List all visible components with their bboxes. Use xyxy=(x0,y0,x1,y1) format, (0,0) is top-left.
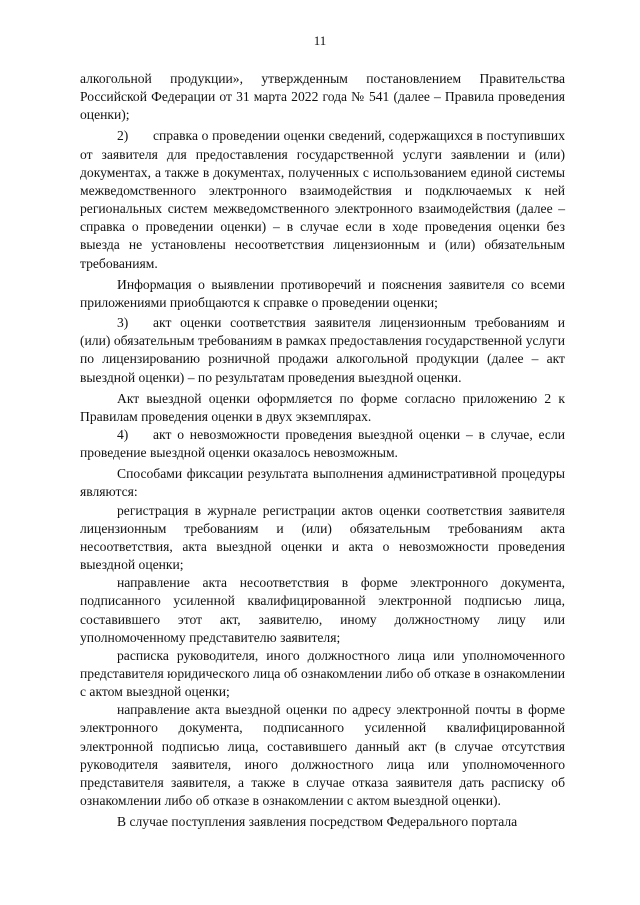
page-number: 11 xyxy=(313,33,327,48)
paragraph-information: Информация о выявлении противоречий и пояснения заявителя со всеми приложениями приобщаются к справке о проведении оценки; xyxy=(80,276,565,310)
item-number: 2) xyxy=(117,128,129,144)
paragraph-registration: регистрация в журнале регистрации актов оценки соответствия заявителя лицензионным требованиям и (или) обязательным требованиям акта несоответствия, акта выездной оценки и акта о невозможности проведения выездной оценки; xyxy=(80,502,565,573)
item-text: акт оценки соответствия заявителя лицензионным требованиям и (или) обязательным требованиям в рамках предоставления государственной услуги по лицензированию розничной продажи алкогольной продукции (далее – акт выездной оценки) – по результатам проведения выездной оценки. xyxy=(80,315,565,385)
paragraph-item-4 xyxy=(80,426,565,462)
paragraph-receipt: расписка руководителя, иного должностного лица или уполномоченного представителя юридического лица об ознакомлении либо об отказе в ознакомлении с актом выездной оценки; xyxy=(80,647,565,700)
item-number: 3) xyxy=(117,315,129,331)
paragraph-act-form: Акт выездной оценки оформляется по форме согласно приложению 2 к Правилам проведения оценки в двух экземплярах. xyxy=(80,390,565,424)
paragraph-item-3 xyxy=(80,314,565,387)
item-text: акт о невозможности проведения выездной оценки – в случае, если проведение выездной оценки оказалось невозможным. xyxy=(80,426,565,461)
item-text: справка о проведении оценки сведений, содержащихся в поступивших от заявителя для предоставления государственной услуги заявлении и (или) документах, а также в документах, полученных с использованием единой системы межведомственного электронного взаимодействия и подключаемых к ней региональных систем межведомственного электронного взаимодействия (далее – справка о проведении оценки) – в случае если в ходе проведения оценки без выезда не установлены несоответствия лицензионным и (или) обязательным требованиям. xyxy=(80,128,565,271)
paragraph-federal-portal: В случае поступления заявления посредством Федерального портала xyxy=(117,814,518,830)
paragraph-item-2 xyxy=(80,127,565,272)
paragraph-email-sending: направление акта выездной оценки по адресу электронной почты в форме электронного документа, подписанного усиленной квалифицированной электронной подписью лица, составившего данный акт (в случае отсутствия руководителя заявителя, иного должностного лица или уполномоченного представителя заявителя, а также в случае отказа заявителя дать расписку об ознакомлении либо об отказе в ознакомлении с актом выездной оценки). xyxy=(80,702,565,809)
paragraph-fixation-methods: Способами фиксации результата выполнения административной процедуры являются: xyxy=(80,466,565,500)
paragraph-continuation: алкогольной продукции», утвержденным постановлением Правительства Российской Федерации от 31 марта 2022 года № 541 (далее – Правила проведения оценки); xyxy=(80,71,565,123)
item-number: 4) xyxy=(117,426,129,442)
paragraph-sending-act: направление акта несоответствия в форме электронного документа, подписанного усиленной квалифицированной электронной подписью лица, составившего этот акт, заявителю, иному должностному лицу или уполномоченному представителю заявителя; xyxy=(80,575,565,645)
document-body xyxy=(80,70,565,831)
